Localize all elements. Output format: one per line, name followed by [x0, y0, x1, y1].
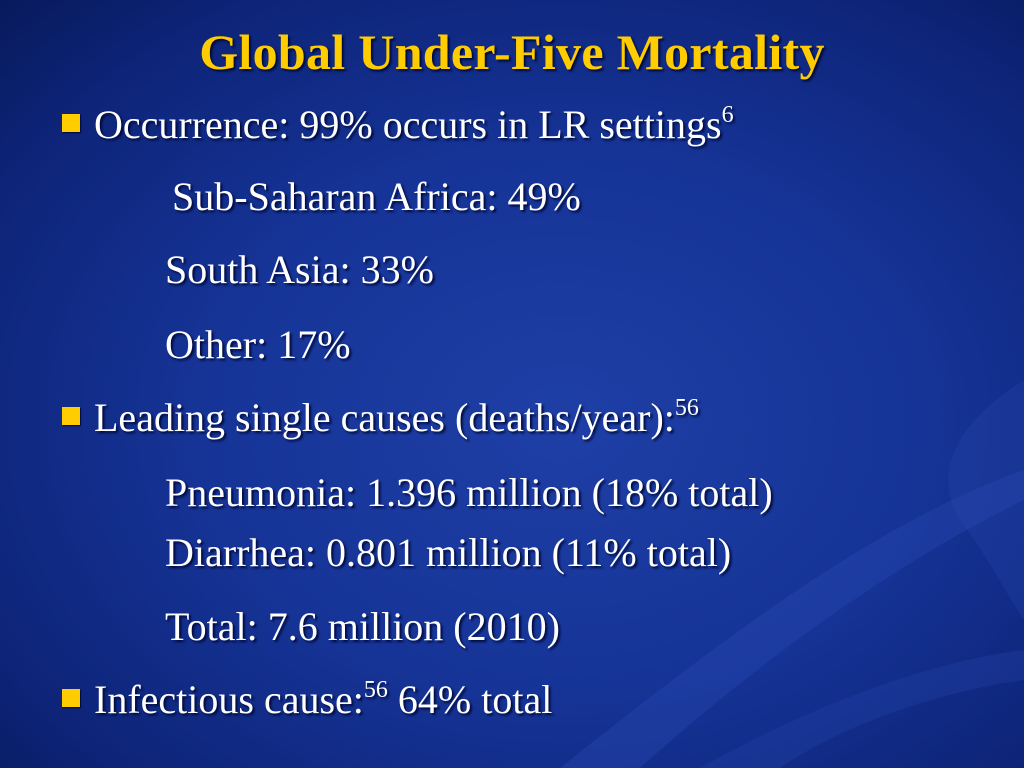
bullet-text: Occurrence: 99% occurs in LR settings: [94, 102, 722, 147]
citation-superscript: 56: [363, 677, 388, 703]
bullet-infectious-cause: [62, 677, 552, 723]
bullet-leading-causes: [62, 395, 699, 441]
square-bullet-icon: [62, 689, 80, 707]
sub-line-total: Total: 7.6 million (2010): [165, 604, 560, 649]
sub-line-sub-saharan-africa: Sub-Saharan Africa: 49%: [172, 174, 581, 219]
bullet-occurrence: [62, 102, 734, 148]
slide-title: Global Under-Five Mortality: [199, 24, 825, 80]
bullet-text-after: 64% total: [387, 677, 553, 722]
square-bullet-icon: [62, 407, 80, 425]
citation-superscript: 56: [674, 395, 699, 421]
sub-line-diarrhea: Diarrhea: 0.801 million (11% total): [165, 530, 732, 575]
sub-line-pneumonia: Pneumonia: 1.396 million (18% total): [165, 470, 773, 515]
sub-line-other: Other: 17%: [165, 322, 351, 367]
bullet-text: Infectious cause:: [94, 677, 364, 722]
bullet-text: Leading single causes (deaths/year):: [94, 395, 675, 440]
citation-superscript: 6: [721, 102, 734, 128]
square-bullet-icon: [62, 114, 80, 132]
sub-line-south-asia: South Asia: 33%: [165, 247, 434, 292]
